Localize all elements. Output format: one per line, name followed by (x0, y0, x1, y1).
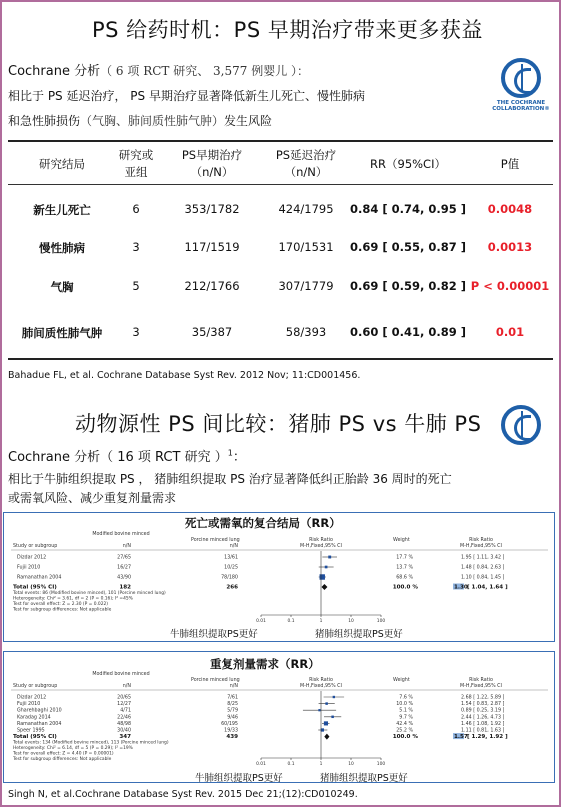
table-row-study: Karadag 2014 (17, 715, 51, 721)
table-row-ci: 1.11 [ 0.81, 1.63 ] (461, 728, 505, 734)
table-row-study: Speer 1995 (17, 728, 45, 734)
table-row-weight: 13.7 % (396, 565, 413, 571)
col-study-header: Study or subgroup (13, 684, 58, 689)
row-studies: 3 (132, 325, 140, 339)
table-row-porcine: 10/25 (224, 565, 238, 571)
table-row-weight: 7.6 % (399, 695, 413, 701)
table-row-study: Fujii 2010 (17, 565, 41, 571)
forest-plot-1-svg (3, 530, 555, 642)
col-nN-header: n/N (229, 684, 238, 689)
total-bovine: 347 (119, 734, 131, 741)
row-outcome: 新生儿死亡 (33, 203, 91, 217)
x-tick-label: 10 (348, 762, 354, 767)
cochrane-logo-icon (501, 405, 541, 445)
total-label: Total (95% CI) (13, 734, 57, 741)
total-ci-value: 1.30 (454, 584, 468, 591)
summary-line-2 (8, 112, 272, 129)
total-diamond (324, 734, 329, 740)
table-row-bovine: 43/90 (117, 575, 131, 581)
col-porcine-header: Porcine minced lung (191, 538, 240, 543)
point-marker (324, 721, 328, 725)
x-tick-label: 1 (319, 619, 323, 624)
table-row-porcine: 60/195 (221, 721, 238, 727)
row-rr: 0.60 [ 0.41, 0.89 ] (350, 325, 467, 339)
table-row-study: Ramanathan 2004 (17, 575, 62, 581)
row-studies: 3 (132, 240, 140, 254)
total-ci-range: [ 1.04, 1.64 ] (467, 584, 508, 591)
table-row-study: Gharehbaghi 2010 (17, 708, 62, 714)
cochrane-label: Cochrane 分析 (8, 64, 101, 79)
row-late: 58/393 (285, 325, 327, 339)
row-rr: 0.69 [ 0.55, 0.87 ] (350, 240, 467, 254)
table-row-weight: 5.1 % (399, 708, 413, 714)
table-row-bovine: 30/40 (117, 728, 131, 734)
table-row-bovine: 20/65 (117, 695, 131, 701)
footnote-text: Test for subgroup differences: Not applicable (13, 607, 112, 613)
row-outcome: 肺间质性肺气肿 (21, 326, 103, 340)
cochrane-line (8, 60, 309, 79)
col-rr-header: Risk Ratio (309, 678, 333, 683)
th-early: PS早期治疗 （n/N） (181, 148, 243, 179)
summary2-line-1: 相比于牛肺组织提取 PS ， 猪肺组织提取 PS 治疗显著降低纠正胎龄 36 周时的死亡 (8, 472, 452, 486)
total-ci-value: 1.57 (454, 734, 468, 741)
table-row-weight: 10.0 % (396, 702, 413, 708)
table-row-bovine: 16/27 (117, 565, 131, 571)
total-diamond (322, 584, 328, 590)
row-studies: 5 (132, 279, 140, 293)
table-row-bovine: 22/46 (117, 715, 131, 721)
table-row-weight: 25.2 % (396, 728, 413, 734)
total-bovine: 182 (119, 584, 131, 591)
th-studies: 研究或 亚组 (118, 148, 154, 179)
row-p: 0.0013 (487, 240, 533, 254)
th-late: PS延迟治疗 （n/N） (275, 148, 337, 179)
col-nN-header: n/N (122, 684, 131, 689)
total-porcine: 266 (226, 584, 238, 591)
cochrane-logo-icon (501, 58, 541, 98)
total-weight: 100.0 % (392, 584, 418, 591)
table-row-ci: 1.48 [ 0.84, 2.63 ] (461, 565, 505, 571)
x-tick-label: 0.1 (287, 619, 295, 624)
row-studies: 6 (132, 202, 140, 216)
cochrane-logo-text: THE COCHRANE COLLABORATION® (492, 100, 550, 112)
col-bovine-header: Modified bovine minced (92, 672, 150, 677)
point-marker (328, 556, 331, 559)
cochrane-line-2 (8, 446, 246, 465)
total-ci-range: [ 1.29, 1.92 ] (467, 734, 508, 741)
row-early: 353/1782 (184, 202, 240, 216)
table-row-ci: 2.68 [ 1.22, 5.89 ] (461, 695, 505, 701)
footnote-text: Total events: 86 (Modified bovine minced), 101 (Porcine minced lung) (13, 591, 166, 596)
favours-left-1: 牛肺组织提取PS更好 (170, 629, 258, 640)
favours-left-2: 牛肺组织提取PS更好 (195, 773, 283, 784)
favours-right-1: 猪肺组织提取PS更好 (315, 629, 403, 640)
table-bottom-rule (8, 358, 553, 360)
row-p: 0.0048 (487, 202, 533, 216)
table-row-ci: 1.10 [ 0.84, 1.45 ] (461, 575, 505, 581)
section2-title: 动物源性 PS 间比较：猪肺 PS vs 牛肺 PS (75, 412, 482, 436)
col-rr-sub-header: M-H,Fixed,95% CI (300, 684, 342, 689)
row-early: 35/387 (191, 325, 233, 339)
point-marker (325, 566, 328, 569)
x-tick-label: 0.01 (256, 619, 266, 624)
col-bovine-header: Modified bovine minced (92, 532, 150, 537)
table-row-bovine: 48/98 (117, 721, 131, 727)
table-top-rule (8, 140, 553, 142)
row-late: 424/1795 (278, 202, 334, 216)
forest-plot-2-svg (3, 670, 555, 782)
row-late: 170/1531 (278, 240, 334, 254)
summary-line-2a: 和急性肺损伤 (8, 114, 81, 128)
point-marker (318, 709, 320, 711)
cochrane-detail: （ 6 项 RCT 研究、 3,577 例婴儿 ）： (100, 64, 310, 78)
col-weight-header: Weight (393, 538, 410, 543)
table-row-porcine: 7/61 (227, 695, 238, 701)
total-weight: 100.0 % (392, 734, 418, 741)
row-p: P < 0.00001 (470, 279, 550, 293)
summary-line-2c: 发生风险 (224, 114, 273, 128)
cochrane-colon: ： (232, 450, 246, 465)
col-nN-header: n/N (229, 544, 238, 549)
footnote-text: Total events: 134 (Modified bovine minced), 113 (Porcine minced lung) (13, 740, 169, 746)
cochrane-label-2: Cochrane 分析（ 16 项 RCT 研究 ） (8, 450, 228, 465)
col-rr-sub-header: M-H,Fixed,95% CI (300, 544, 342, 549)
point-marker (333, 696, 335, 698)
point-marker (325, 702, 328, 705)
row-rr: 0.84 [ 0.74, 0.95 ] (350, 202, 467, 216)
x-tick-label: 100 (376, 762, 386, 767)
row-early: 117/1519 (184, 240, 240, 254)
table-row-porcine: 78/180 (221, 575, 238, 581)
x-tick-label: 0.01 (256, 762, 266, 767)
table-row-porcine: 19/33 (224, 728, 238, 734)
reference-1: Bahadue FL, et al. Cochrane Database Syst Rev. 2012 Nov; 11:CD001456. (8, 370, 361, 381)
cochrane-logo (488, 58, 554, 112)
forest-plot-2-title: 重复剂量需求（RR） (210, 657, 320, 671)
section1-title: PS 给药时机：PS 早期治疗带来更多获益 (92, 18, 483, 42)
table-row-weight: 9.7 % (399, 715, 413, 721)
col-porcine-header: Porcine minced lung (191, 678, 240, 683)
col-nN-header: n/N (122, 544, 131, 549)
col-rr2-sub-header: M-H,Fixed,95% CI (460, 544, 502, 549)
row-late: 307/1779 (278, 279, 334, 293)
col-study-header: Study or subgroup (13, 544, 58, 549)
row-early: 212/1766 (184, 279, 240, 293)
table-row-study: Ramanathan 2004 (17, 721, 62, 727)
point-marker (320, 574, 325, 579)
table-row-weight: 17.7 % (396, 555, 413, 561)
footnote-text: Test for overall effect: Z = 4.40 (P = 0.00001) (13, 751, 114, 757)
table-row-ci: 1.54 [ 0.83, 2.87 ] (461, 702, 505, 708)
table-row-study: Dizdar 2012 (17, 695, 47, 701)
col-rr-header: Risk Ratio (309, 538, 333, 543)
footnote-text: Test for subgroup differences: Not applicable (13, 757, 112, 763)
table-row-porcine: 5/79 (227, 708, 238, 714)
th-outcome: 研究结局 (39, 157, 85, 171)
summary-line-2b: （气胸、肺间质性肺气肿） (80, 114, 225, 128)
x-tick-label: 1 (319, 762, 323, 767)
table-row-porcine: 9/46 (227, 715, 238, 721)
table-row-bovine: 4/71 (120, 708, 131, 714)
favours-right-2: 猪肺组织提取PS更好 (320, 773, 408, 784)
point-marker (331, 716, 333, 718)
table-row-ci: 1.46 [ 1.08, 1.92 ] (461, 721, 505, 727)
table-row-porcine: 13/61 (224, 555, 238, 561)
x-tick-label: 100 (376, 619, 386, 624)
table-row-ci: 1.95 [ 1.11, 3.42 ] (461, 555, 505, 561)
summary-line-1: 相比于 PS 延迟治疗， PS 早期治疗显著降低新生儿死亡、慢性肺病 (8, 89, 365, 103)
col-weight-header: Weight (393, 678, 410, 683)
summary2-line-2: 或需氧风险、减少重复剂量需求 (8, 491, 177, 505)
th-rr: RR（95%CI） (370, 157, 446, 171)
row-outcome: 气胸 (50, 280, 74, 294)
table-row-weight: 42.4 % (396, 721, 413, 727)
x-tick-label: 10 (348, 619, 354, 624)
table-row-study: Fujii 2010 (17, 702, 41, 708)
th-p: P值 (500, 157, 520, 171)
table-row-ci: 2.44 [ 1.26, 4.73 ] (461, 715, 505, 721)
cochrane-logo-2 (488, 405, 554, 445)
row-rr: 0.69 [ 0.59, 0.82 ] (350, 279, 467, 293)
table-row-bovine: 12/27 (117, 702, 131, 708)
row-p: 0.01 (495, 325, 525, 339)
table-row-study: Dizdar 2012 (17, 555, 47, 561)
table-row-bovine: 27/65 (117, 555, 131, 561)
footnote-marker: 1 (227, 448, 233, 458)
x-tick-label: 0.1 (287, 762, 295, 767)
col-rr2-sub-header: M-H,Fixed,95% CI (460, 684, 502, 689)
total-label: Total (95% CI) (13, 584, 57, 591)
footnote-text: Heterogeneity: Chi² = 6.14, df = 5 (P = 0.29); I² =19% (13, 746, 133, 752)
footnote-text: Heterogeneity: Chi² = 3.61, df = 2 (P = 0.16); I² =45% (13, 596, 133, 602)
table-header-rule (8, 184, 553, 185)
table-row-weight: 68.6 % (396, 575, 413, 581)
footnote-text: Test for overall effect: Z = 2.30 (P = 0.022) (13, 602, 108, 607)
table-row-porcine: 8/25 (227, 702, 238, 708)
table-row-ci: 0.89 [ 0.25, 3.19 ] (461, 708, 505, 714)
col-rr2-header: Risk Ratio (469, 678, 493, 683)
row-outcome: 慢性肺病 (39, 241, 85, 255)
reference-2: Singh N, et al.Cochrane Database Syst Rev. 2015 Dec 21;(12):CD010249. (8, 789, 358, 800)
forest-plot-1-title: 死亡或需氧的复合结局（RR） (185, 516, 341, 530)
col-rr2-header: Risk Ratio (469, 538, 493, 543)
total-porcine: 439 (226, 734, 238, 741)
